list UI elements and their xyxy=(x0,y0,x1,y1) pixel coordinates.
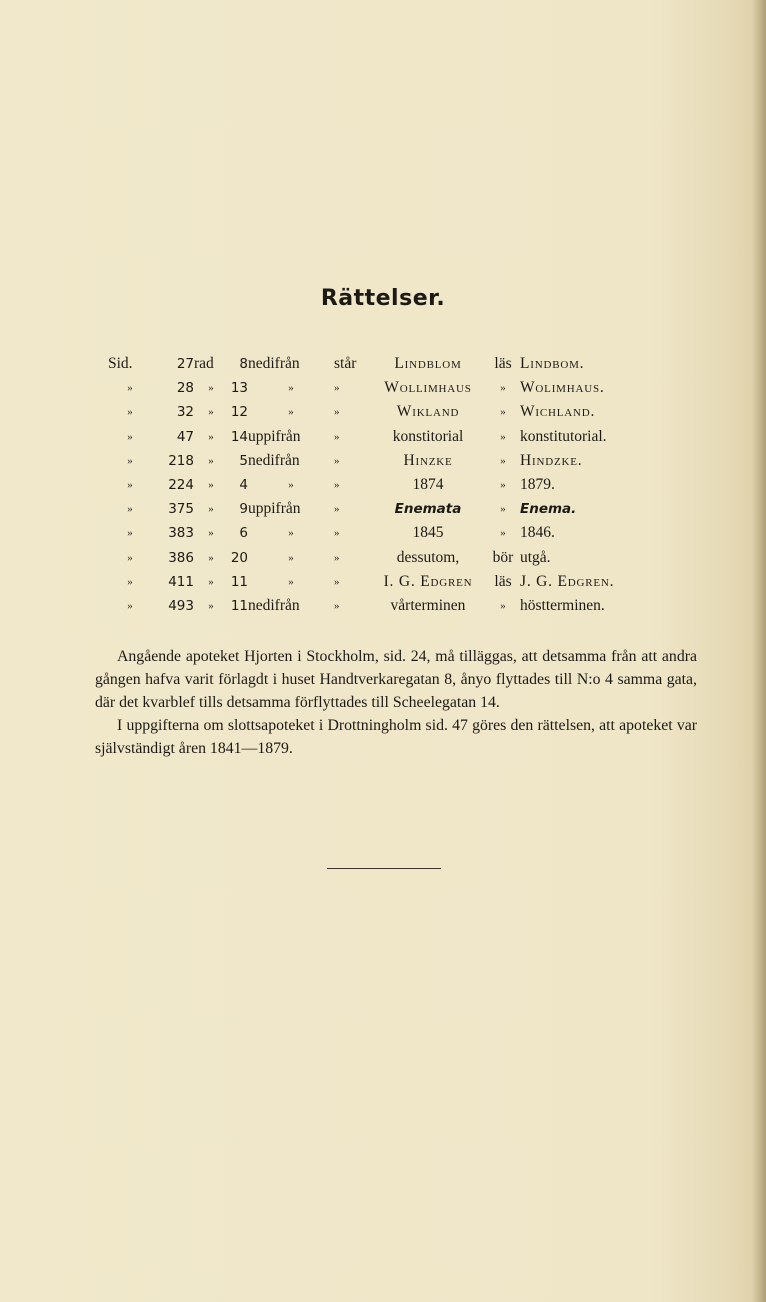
errata-page: 375 xyxy=(168,501,194,518)
errata-row xyxy=(108,425,614,449)
errata-row xyxy=(108,400,614,424)
errata-las-label: » xyxy=(500,454,506,467)
errata-correct: Wichland. xyxy=(520,403,596,421)
errata-las-label: bör xyxy=(492,548,514,566)
errata-las-label: » xyxy=(500,527,506,540)
errata-table xyxy=(108,352,614,618)
errata-row xyxy=(108,497,614,521)
errata-correct: höstterminen. xyxy=(520,596,605,614)
errata-rad-label: » xyxy=(208,599,214,612)
errata-star-label: » xyxy=(334,575,340,588)
errata-page: 28 xyxy=(176,380,194,397)
errata-correct: J. G. Edgren. xyxy=(520,572,615,590)
errata-correct: utgå. xyxy=(520,548,551,566)
errata-rad-label: » xyxy=(208,479,214,492)
errata-page: 27 xyxy=(176,356,194,373)
page-title: Rättelser. xyxy=(320,286,446,311)
errata-correct: 1846. xyxy=(520,524,555,542)
errata-sid-label: Sid. xyxy=(108,355,133,373)
errata-page: 386 xyxy=(168,549,194,566)
errata-star-label: » xyxy=(334,430,340,443)
errata-row xyxy=(108,521,614,545)
errata-page: 32 xyxy=(176,404,194,421)
errata-line: 5 xyxy=(239,452,248,469)
errata-las-label: » xyxy=(500,406,506,419)
errata-correct: konstitutorial. xyxy=(520,427,607,445)
page-edge-shadow xyxy=(752,0,766,1302)
errata-wrong: Lindblom xyxy=(394,355,462,373)
errata-direction: nedifrån xyxy=(248,596,300,614)
note-paragraph-hjorten: Angående apoteket Hjorten i Stockholm, sid. 24, må tilläggas, att detsamma från att andra gången hafva varit förlagdt i huset Handtverkaregatan 8, ånyo flyttades till N:o 4 samma gata, där det kvarblef tills detsamma förflyttades till Scheelegatan 14. xyxy=(95,648,697,711)
notes-section xyxy=(95,645,697,760)
errata-direction: uppifrån xyxy=(248,500,301,518)
errata-star-label: » xyxy=(334,599,340,612)
errata-las-label: » xyxy=(500,599,506,612)
errata-star-label: » xyxy=(334,382,340,395)
errata-star-label: » xyxy=(334,454,340,467)
errata-line: 11 xyxy=(230,573,248,590)
errata-direction: » xyxy=(288,479,294,492)
errata-wrong: 1874 xyxy=(412,476,444,494)
errata-star-label: » xyxy=(334,527,340,540)
errata-wrong: 1845 xyxy=(412,524,444,542)
errata-wrong: konstitorial xyxy=(392,427,464,445)
errata-sid-label: » xyxy=(127,454,133,467)
errata-direction: » xyxy=(288,406,294,419)
errata-row xyxy=(108,352,614,376)
errata-rad-label: » xyxy=(208,575,214,588)
errata-star-label: » xyxy=(334,406,340,419)
errata-rad-label: » xyxy=(208,406,214,419)
errata-direction: uppifrån xyxy=(248,427,301,445)
errata-row xyxy=(108,473,614,497)
errata-page: 218 xyxy=(168,452,194,469)
errata-correct: 1879. xyxy=(520,476,555,494)
errata-las-label: läs xyxy=(494,572,512,590)
errata-line: 13 xyxy=(230,380,248,397)
errata-correct: Wolimhaus. xyxy=(520,379,605,397)
errata-sid-label: » xyxy=(127,527,133,540)
errata-rad-label: » xyxy=(208,503,214,516)
errata-direction: » xyxy=(288,527,294,540)
errata-line: 6 xyxy=(239,525,248,542)
errata-correct: Hindzke. xyxy=(520,451,583,469)
errata-rad-label: » xyxy=(208,430,214,443)
errata-line: 9 xyxy=(239,501,248,518)
errata-sid-label: » xyxy=(127,503,133,516)
errata-rad-label: rad xyxy=(194,355,214,373)
errata-sid-label: » xyxy=(127,430,133,443)
errata-rad-label: » xyxy=(208,382,214,395)
errata-sid-label: » xyxy=(127,599,133,612)
errata-rad-label: » xyxy=(208,551,214,564)
errata-sid-label: » xyxy=(127,551,133,564)
errata-las-label: » xyxy=(500,382,506,395)
errata-star-label: står xyxy=(334,355,357,373)
errata-las-label: » xyxy=(500,503,506,516)
errata-row xyxy=(108,594,614,618)
errata-direction: nedifrån xyxy=(248,451,300,469)
errata-direction: » xyxy=(288,575,294,588)
errata-row xyxy=(108,570,614,594)
errata-las-label: läs xyxy=(494,355,512,373)
errata-page: 411 xyxy=(168,573,194,590)
errata-las-label: » xyxy=(500,430,506,443)
errata-sid-label: » xyxy=(127,382,133,395)
errata-wrong: Wikland xyxy=(396,403,460,421)
errata-direction: » xyxy=(288,382,294,395)
errata-direction: nedifrån xyxy=(248,355,300,373)
errata-star-label: » xyxy=(334,503,340,516)
errata-sid-label: » xyxy=(127,406,133,419)
errata-wrong: Wollimhaus xyxy=(384,379,472,397)
errata-page: 493 xyxy=(168,597,194,614)
errata-wrong: dessutom, xyxy=(396,548,460,566)
errata-line: 11 xyxy=(230,597,248,614)
errata-wrong: Hinzke xyxy=(403,451,453,469)
errata-page: 224 xyxy=(168,477,194,494)
errata-line: 4 xyxy=(239,477,248,494)
errata-row xyxy=(108,376,614,400)
errata-row xyxy=(108,449,614,473)
errata-line: 8 xyxy=(239,356,248,373)
errata-page: 47 xyxy=(176,428,194,445)
errata-line: 12 xyxy=(230,404,248,421)
errata-wrong: vårterminen xyxy=(390,596,466,614)
errata-wrong: Enemata xyxy=(394,501,462,518)
errata-las-label: » xyxy=(500,479,506,492)
errata-direction: » xyxy=(288,551,294,564)
errata-rad-label: » xyxy=(208,454,214,467)
errata-page: 383 xyxy=(168,525,194,542)
errata-row xyxy=(108,546,614,570)
note-paragraph-drottningholm: I uppgifterna om slottsapoteket i Drottningholm sid. 47 göres den rättelsen, att apoteket var självständigt åren 1841—1879. xyxy=(95,717,697,757)
errata-correct: Lindbom. xyxy=(520,355,585,373)
errata-sid-label: » xyxy=(127,479,133,492)
errata-star-label: » xyxy=(334,479,340,492)
errata-rad-label: » xyxy=(208,527,214,540)
errata-wrong: I. G. Edgren xyxy=(383,572,473,590)
errata-line: 14 xyxy=(230,428,248,445)
errata-sid-label: » xyxy=(127,575,133,588)
closing-rule xyxy=(327,868,441,869)
errata-line: 20 xyxy=(230,549,248,566)
errata-star-label: » xyxy=(334,551,340,564)
errata-correct: Enema. xyxy=(520,501,577,518)
